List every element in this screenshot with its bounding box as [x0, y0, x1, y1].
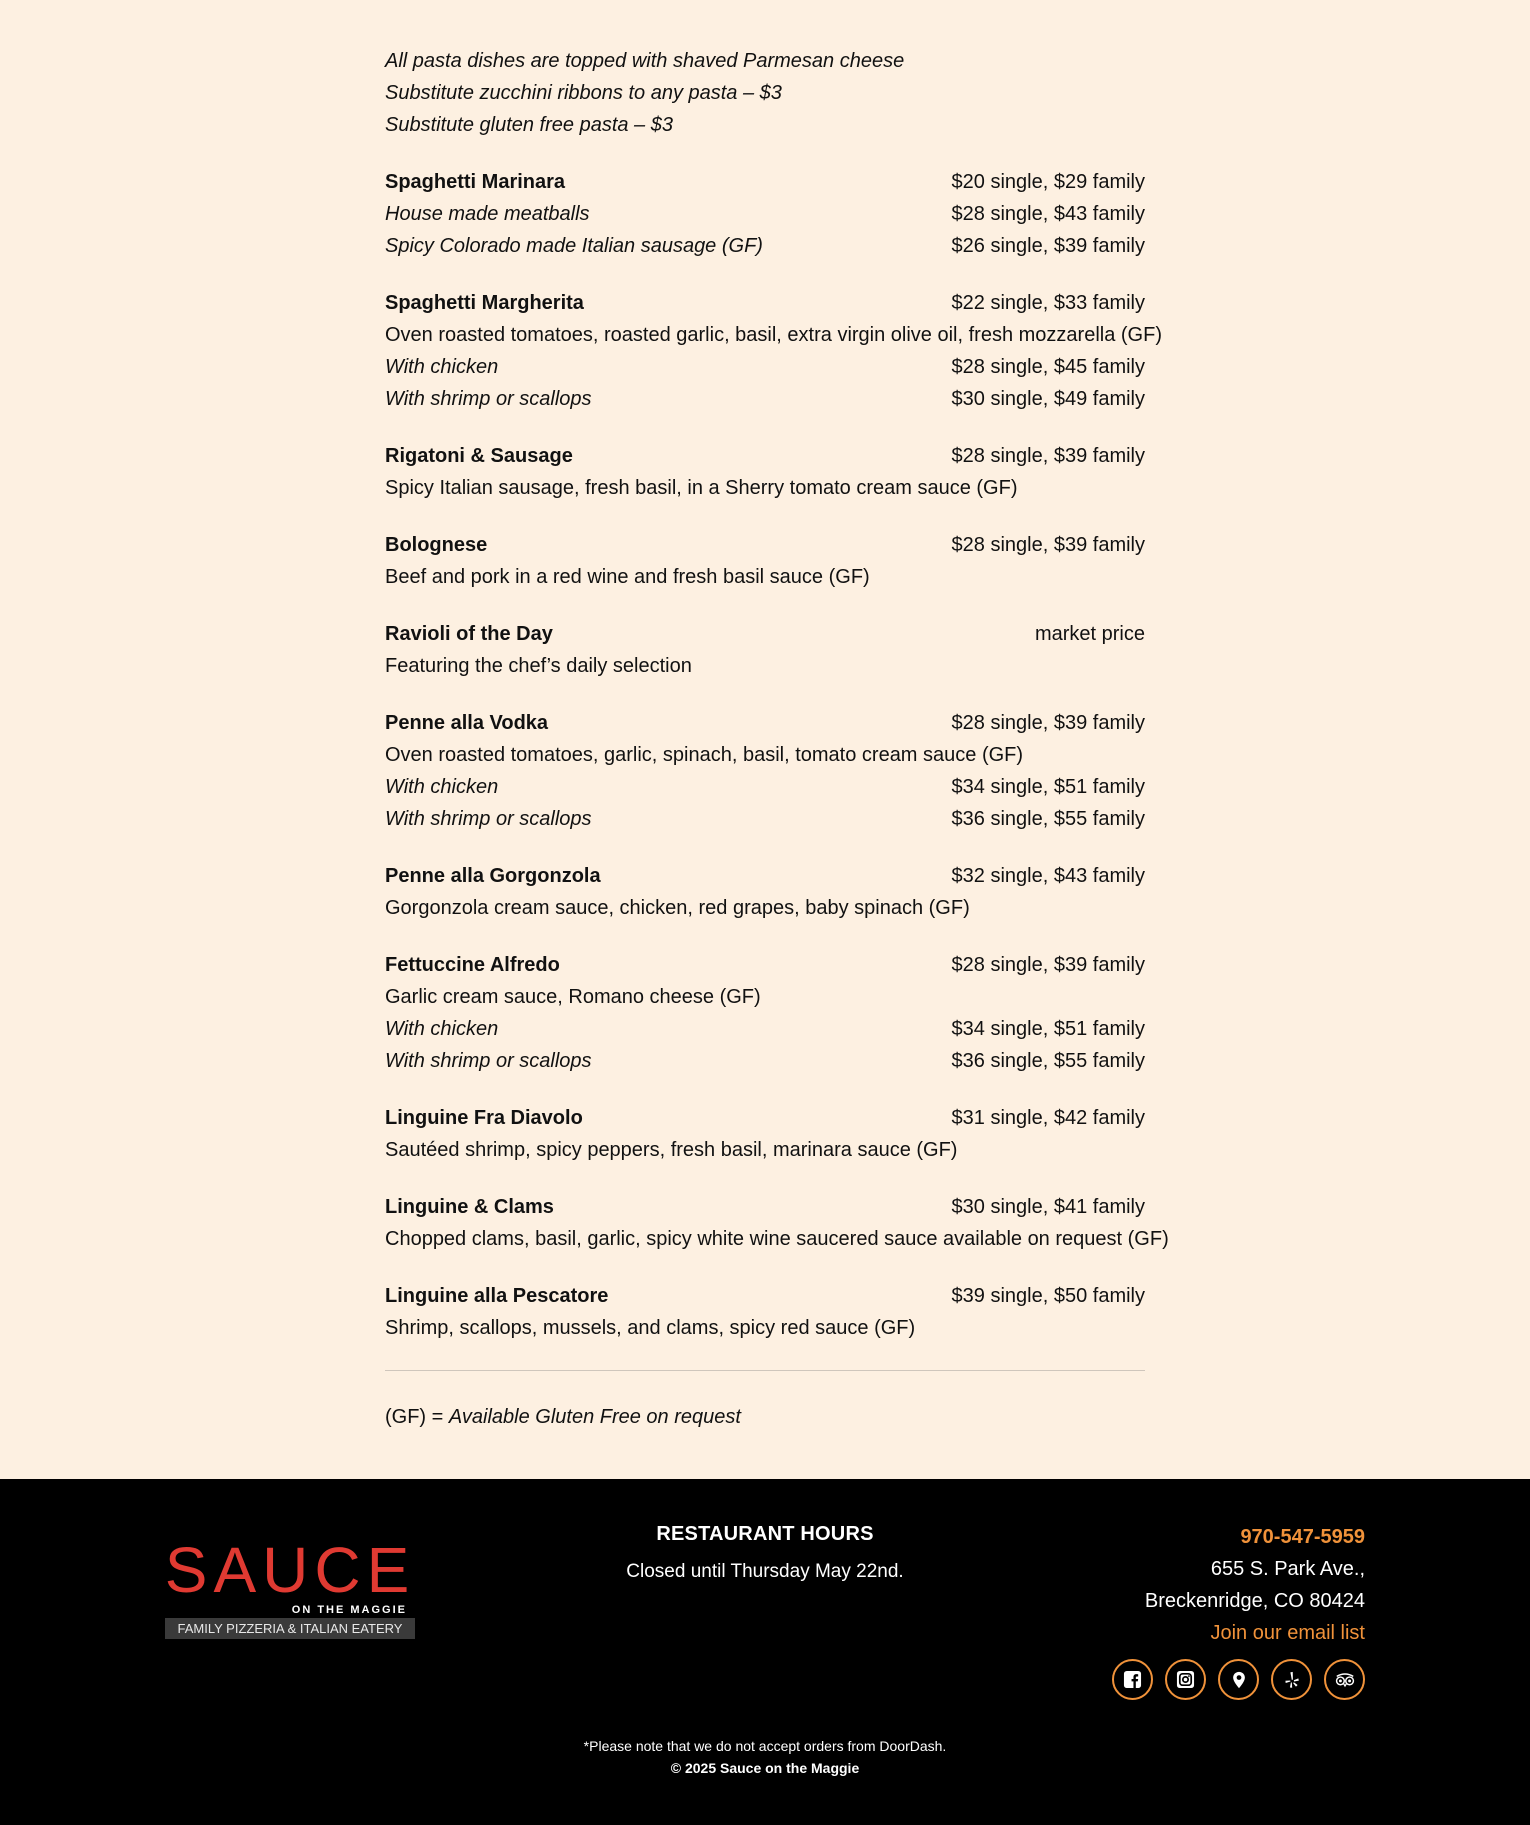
dish-description-row	[385, 650, 1145, 682]
menu-item	[385, 1280, 1145, 1344]
hours-title: RESTAURANT HOURS	[656, 1523, 874, 1545]
dish-name: Penne alla Vodka	[385, 712, 549, 734]
address-line-2: Breckenridge, CO 80424	[1144, 1590, 1365, 1612]
menu-item	[385, 707, 1145, 835]
dish-description: Beef and pork in a red wine and fresh basil sauce (GF)	[385, 566, 870, 588]
option-price: $36 single, $55 family	[951, 1050, 1145, 1072]
logo-main-text: SAUCE	[165, 1535, 415, 1606]
menu-item-header	[385, 1191, 1145, 1223]
menu-item	[385, 860, 1145, 924]
dish-description-row	[385, 1312, 1145, 1344]
dish-description-row	[385, 472, 1145, 504]
tripadvisor-link[interactable]	[1324, 1659, 1365, 1700]
dish-price: $39 single, $50 family	[951, 1285, 1145, 1307]
dish-description: Oven roasted tomatoes, roasted garlic, basil, extra virgin olive oil, fresh mozzarella (GF)	[385, 324, 1162, 346]
dish-description-row	[385, 981, 1145, 1013]
sauce-logo[interactable]	[165, 1535, 415, 1639]
option-label: With chicken	[385, 776, 499, 798]
option-label: With shrimp or scallops	[385, 1050, 592, 1072]
menu-item-header	[385, 1102, 1145, 1134]
option-label: With shrimp or scallops	[385, 808, 592, 830]
dish-description-row	[385, 739, 1145, 771]
option-price: $28 single, $43 family	[951, 203, 1145, 225]
menu-item-header	[385, 1280, 1145, 1312]
option-price: $28 single, $45 family	[951, 356, 1145, 378]
footer-fineprint	[0, 1735, 1530, 1779]
dish-price: $31 single, $42 family	[951, 1107, 1145, 1129]
instagram-icon	[1176, 1670, 1195, 1689]
dish-description-row	[385, 1134, 1145, 1166]
dish-list	[385, 166, 1169, 1344]
option-label: House made meatballs	[385, 203, 590, 225]
option-price: $26 single, $39 family	[951, 235, 1145, 257]
dish-name: Spaghetti Marinara	[385, 171, 566, 193]
menu-item	[385, 1102, 1145, 1166]
menu-item	[385, 529, 1145, 593]
email-list-link[interactable]: Join our email list	[1210, 1622, 1365, 1644]
dish-option	[385, 803, 1145, 835]
menu-item-header	[385, 529, 1145, 561]
menu-item	[385, 440, 1145, 504]
dish-name: Ravioli of the Day	[385, 623, 553, 645]
dish-price: $28 single, $39 family	[951, 954, 1145, 976]
dish-description: Oven roasted tomatoes, garlic, spinach, basil, tomato cream sauce (GF)	[385, 744, 1024, 766]
dish-name: Bolognese	[385, 534, 488, 556]
dish-name: Linguine & Clams	[385, 1196, 554, 1218]
option-label: With chicken	[385, 356, 499, 378]
instagram-link[interactable]	[1165, 1659, 1206, 1700]
sauce-logo-graphic	[165, 1535, 415, 1639]
dish-option	[385, 383, 1145, 415]
dish-name: Rigatoni & Sausage	[385, 445, 573, 467]
menu-item-header	[385, 707, 1145, 739]
dish-price: $32 single, $43 family	[951, 865, 1145, 887]
menu-note: Substitute gluten free pasta – $3	[385, 114, 673, 136]
dish-option	[385, 1045, 1145, 1077]
map-pin-icon	[1230, 1671, 1248, 1689]
dish-description-row	[385, 561, 1145, 593]
divider	[385, 1370, 1145, 1371]
menu-note: Substitute zucchini ribbons to any pasta – $3	[385, 82, 782, 104]
map-link[interactable]	[1218, 1659, 1259, 1700]
pasta-menu	[385, 45, 1169, 1433]
facebook-link[interactable]	[1112, 1659, 1153, 1700]
option-price: $34 single, $51 family	[951, 776, 1145, 798]
dish-option	[385, 230, 1145, 262]
menu-item-header	[385, 440, 1145, 472]
gluten-free-legend	[385, 1401, 1145, 1433]
dish-price: $28 single, $39 family	[951, 534, 1145, 556]
dish-description: Shrimp, scallops, mussels, and clams, spicy red sauce (GF)	[385, 1317, 916, 1339]
menu-item	[385, 287, 1162, 415]
tripadvisor-icon	[1334, 1672, 1356, 1688]
dish-name: Spaghetti Margherita	[385, 292, 584, 314]
menu-item-header	[385, 166, 1145, 198]
dish-description-row	[385, 1223, 1169, 1255]
dish-option	[385, 198, 1145, 230]
menu-item	[385, 949, 1145, 1077]
dish-option	[385, 1013, 1145, 1045]
menu-item-header	[385, 949, 1145, 981]
facebook-icon	[1123, 1670, 1142, 1689]
social-links	[1112, 1659, 1365, 1700]
dish-description-note: red sauce available on request (GF)	[849, 1228, 1169, 1250]
dish-description: Gorgonzola cream sauce, chicken, red grapes, baby spinach (GF)	[385, 897, 970, 919]
dish-description: Chopped clams, basil, garlic, spicy white wine sauce	[385, 1228, 850, 1250]
menu-item-header	[385, 618, 1145, 650]
dish-description: Featuring the chef’s daily selection	[385, 655, 692, 677]
menu-note: All pasta dishes are topped with shaved Parmesan cheese	[385, 50, 905, 72]
menu-item	[385, 1191, 1169, 1255]
address-line-1: 655 S. Park Ave.,	[1210, 1558, 1365, 1580]
legend-text: Available Gluten Free on request	[448, 1406, 741, 1428]
dish-description: Garlic cream sauce, Romano cheese (GF)	[385, 986, 761, 1008]
option-label: Spicy Colorado made Italian sausage (GF)	[385, 235, 763, 257]
site-footer	[0, 1479, 1530, 1825]
menu-item-header	[385, 287, 1145, 319]
hours-status: Closed until Thursday May 22nd.	[626, 1561, 904, 1582]
dish-price: market price	[1034, 623, 1145, 645]
doordash-note: *Please note that we do not accept orders from DoorDash.	[583, 1738, 947, 1754]
dish-description: Sautéed shrimp, spicy peppers, fresh basil, marinara sauce (GF)	[385, 1139, 958, 1161]
logo-sub-text: ON THE MAGGIE	[291, 1604, 407, 1616]
dish-description: Spicy Italian sausage, fresh basil, in a Sherry tomato cream sauce (GF)	[385, 477, 1018, 499]
phone-link[interactable]: 970-547-5959	[1240, 1526, 1365, 1548]
copyright: © 2025 Sauce on the Maggie	[670, 1760, 860, 1776]
restaurant-hours	[520, 1519, 1010, 1587]
dish-description-row	[385, 892, 1145, 924]
yelp-icon	[1283, 1671, 1301, 1689]
option-price: $34 single, $51 family	[951, 1018, 1145, 1040]
logo-tagline-text: FAMILY PIZZERIA & ITALIAN EATERY	[177, 1621, 403, 1636]
yelp-link[interactable]	[1271, 1659, 1312, 1700]
dish-price: $20 single, $29 family	[951, 171, 1145, 193]
dish-description-row	[385, 319, 1162, 351]
menu-item-header	[385, 860, 1145, 892]
option-label: With chicken	[385, 1018, 499, 1040]
dish-price: $22 single, $33 family	[951, 292, 1145, 314]
menu-notes	[385, 45, 1145, 141]
option-label: With shrimp or scallops	[385, 388, 592, 410]
dish-price: $28 single, $39 family	[951, 445, 1145, 467]
dish-price: $30 single, $41 family	[951, 1196, 1145, 1218]
option-price: $30 single, $49 family	[951, 388, 1145, 410]
dish-name: Penne alla Gorgonzola	[385, 865, 601, 887]
menu-item	[385, 618, 1145, 682]
option-price: $36 single, $55 family	[951, 808, 1145, 830]
dish-name: Linguine Fra Diavolo	[385, 1107, 583, 1129]
menu-item	[385, 166, 1145, 262]
dish-price: $28 single, $39 family	[951, 712, 1145, 734]
contact-info	[1112, 1521, 1365, 1700]
dish-name: Linguine alla Pescatore	[385, 1285, 609, 1307]
legend-prefix: (GF) =	[385, 1406, 444, 1428]
dish-option	[385, 771, 1145, 803]
dish-name: Fettuccine Alfredo	[385, 954, 560, 976]
dish-option	[385, 351, 1145, 383]
